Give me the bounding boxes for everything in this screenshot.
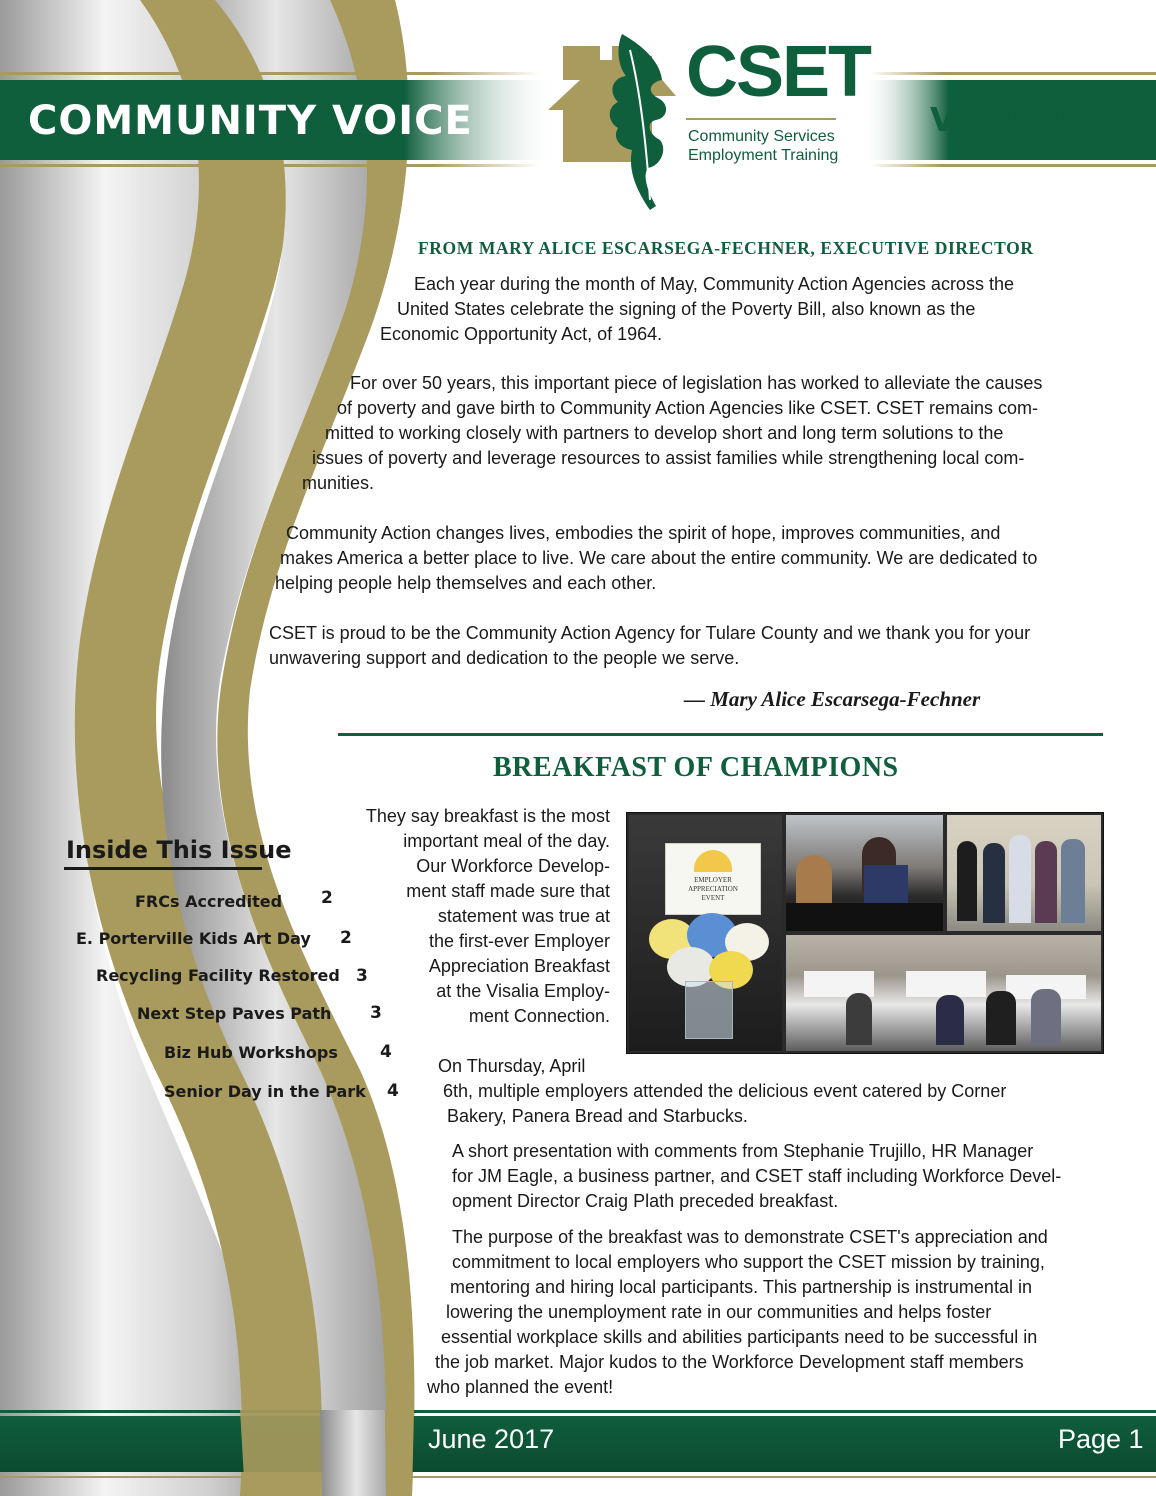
text-line: lowering the unemployment rate in our communities and helps foster bbox=[446, 1302, 992, 1322]
card-text-line: APPRECIATION bbox=[688, 885, 738, 893]
mason-jar bbox=[685, 981, 733, 1039]
logo-mark bbox=[548, 34, 676, 210]
article-paragraph-1 bbox=[340, 804, 610, 1029]
card-text-line: EMPLOYER bbox=[694, 876, 732, 884]
toc-item-page: 3 bbox=[370, 1003, 382, 1023]
text-line: unwavering support and dedication to the people we serve. bbox=[269, 648, 740, 668]
text-line: the first-ever Employer bbox=[428, 931, 610, 951]
text-line: at the Visalia Employ- bbox=[436, 981, 610, 1001]
logo-wordmark: CSET bbox=[686, 32, 871, 112]
text-line: They say breakfast is the most bbox=[365, 806, 610, 826]
text-line: Our Workforce Develop- bbox=[416, 856, 610, 876]
newsletter-title: COMMUNITY VOICE bbox=[28, 98, 473, 144]
text-line: statement was true at bbox=[437, 906, 610, 926]
text-line: mentoring and hiring local participants. This partnership is instrumental in bbox=[450, 1277, 1032, 1297]
toc-item-label[interactable]: E. Porterville Kids Art Day bbox=[76, 929, 311, 948]
toc-item-page: 4 bbox=[387, 1081, 399, 1101]
text-line: issues of poverty and leverage resources to assist families while strengthening local com- bbox=[312, 448, 1025, 468]
text-line: Community Action changes lives, embodies the spirit of hope, improves communities, and bbox=[286, 523, 1001, 543]
text-line: munities. bbox=[302, 473, 375, 493]
text-line: the job market. Major kudos to the Workforce Development staff members bbox=[435, 1352, 1024, 1372]
signature: — Mary Alice Escarsega-Fechner bbox=[684, 687, 981, 711]
text-line: Appreciation Breakfast bbox=[428, 956, 610, 976]
article-paragraph-4 bbox=[427, 1225, 1048, 1400]
text-line: 6th, multiple employers attended the delicious event catered by Corner bbox=[443, 1081, 1007, 1101]
director-paragraph-2 bbox=[302, 371, 1042, 496]
director-paragraph-1 bbox=[380, 272, 1014, 347]
director-letter-heading: FROM MARY ALICE ESCARSEGA-FECHNER, EXECUTIVE DIRECTOR bbox=[418, 238, 1034, 258]
event-photo-collage bbox=[626, 812, 1104, 1054]
photo-breakfast-room bbox=[786, 935, 1101, 1051]
card-text bbox=[666, 876, 760, 903]
text-line: essential workplace skills and abilities participants need to be successful in bbox=[441, 1327, 1038, 1347]
toc-item-page: 2 bbox=[340, 928, 352, 948]
director-paragraph-3 bbox=[275, 521, 1037, 596]
director-paragraph-4 bbox=[269, 621, 1030, 671]
text-line: makes America a better place to live. We care about the entire community. We are dedicated to bbox=[280, 548, 1038, 568]
text-line: Bakery, Panera Bread and Starbucks. bbox=[447, 1106, 748, 1126]
sun-graphic bbox=[694, 850, 732, 872]
appreciation-card bbox=[665, 843, 761, 915]
text-line: ment staff made sure that bbox=[406, 881, 610, 901]
text-line: of poverty and gave birth to Community Action Agencies like CSET. CSET remains com- bbox=[337, 398, 1038, 418]
article-paragraph-3 bbox=[448, 1139, 1061, 1214]
photo-staff-group bbox=[947, 815, 1101, 931]
text-line: mitted to working closely with partners to develop short and long term solutions to the bbox=[325, 423, 1004, 443]
text-line: A short presentation with comments from Stephanie Trujillo, HR Manager bbox=[452, 1141, 1034, 1161]
inside-title-underline bbox=[64, 867, 262, 870]
text-line: The purpose of the breakfast was to demonstrate CSET's appreciation and bbox=[452, 1227, 1048, 1247]
text-line: Economic Opportunity Act, of 1964. bbox=[380, 324, 663, 344]
toc-item-label[interactable]: Senior Day in the Park bbox=[164, 1082, 366, 1101]
logo-subtitle-line1: Community Services bbox=[688, 128, 835, 145]
text-line: commitment to local employers who support the CSET mission by training, bbox=[452, 1252, 1045, 1272]
text-line: important meal of the day. bbox=[403, 831, 610, 851]
article-paragraph-2 bbox=[438, 1054, 1006, 1129]
text-line: For over 50 years, this important piece of legislation has worked to alleviate the causes bbox=[350, 373, 1043, 393]
text-line: who planned the event! bbox=[427, 1377, 614, 1397]
toc-item-page: 2 bbox=[321, 888, 333, 908]
volume-number: VOLUME 23 bbox=[930, 100, 1152, 139]
card-text-line: EVENT bbox=[701, 894, 725, 902]
footer-page-number: Page 1 bbox=[1058, 1424, 1144, 1454]
text-line: opment Director Craig Plath preceded breakfast. bbox=[452, 1191, 839, 1211]
logo-subtitle-line2: Employment Training bbox=[688, 147, 839, 164]
text-line: Each year during the month of May, Community Action Agencies across the bbox=[414, 274, 1014, 294]
footer-date: June 2017 bbox=[428, 1424, 555, 1454]
logo-subtitle bbox=[688, 127, 838, 165]
text-line: for JM Eagle, a business partner, and CSET staff including Workforce Devel- bbox=[452, 1166, 1062, 1186]
text-line: ment Connection. bbox=[468, 1006, 610, 1026]
toc-item-label[interactable]: Next Step Paves Path bbox=[137, 1004, 332, 1023]
photo-centerpiece bbox=[629, 815, 782, 1051]
inside-this-issue-title: Inside This Issue bbox=[66, 836, 292, 864]
text-line: helping people help themselves and each other. bbox=[275, 573, 657, 593]
text-line: On Thursday, April bbox=[438, 1056, 586, 1076]
toc-item-label[interactable]: Recycling Facility Restored bbox=[96, 966, 340, 985]
text-line: CSET is proud to be the Community Action Agency for Tulare County and we thank you for your bbox=[269, 623, 1031, 643]
toc-item-label[interactable]: Biz Hub Workshops bbox=[164, 1043, 338, 1062]
section-divider bbox=[338, 733, 1103, 736]
photo-table-guests bbox=[786, 815, 943, 931]
toc-item-page: 3 bbox=[356, 966, 368, 986]
toc-item-label[interactable]: FRCs Accredited bbox=[135, 892, 283, 911]
text-line: United States celebrate the signing of the Poverty Bill, also known as the bbox=[397, 299, 976, 319]
toc-item-page: 4 bbox=[380, 1042, 392, 1062]
article-title: BREAKFAST OF CHAMPIONS bbox=[493, 752, 899, 783]
